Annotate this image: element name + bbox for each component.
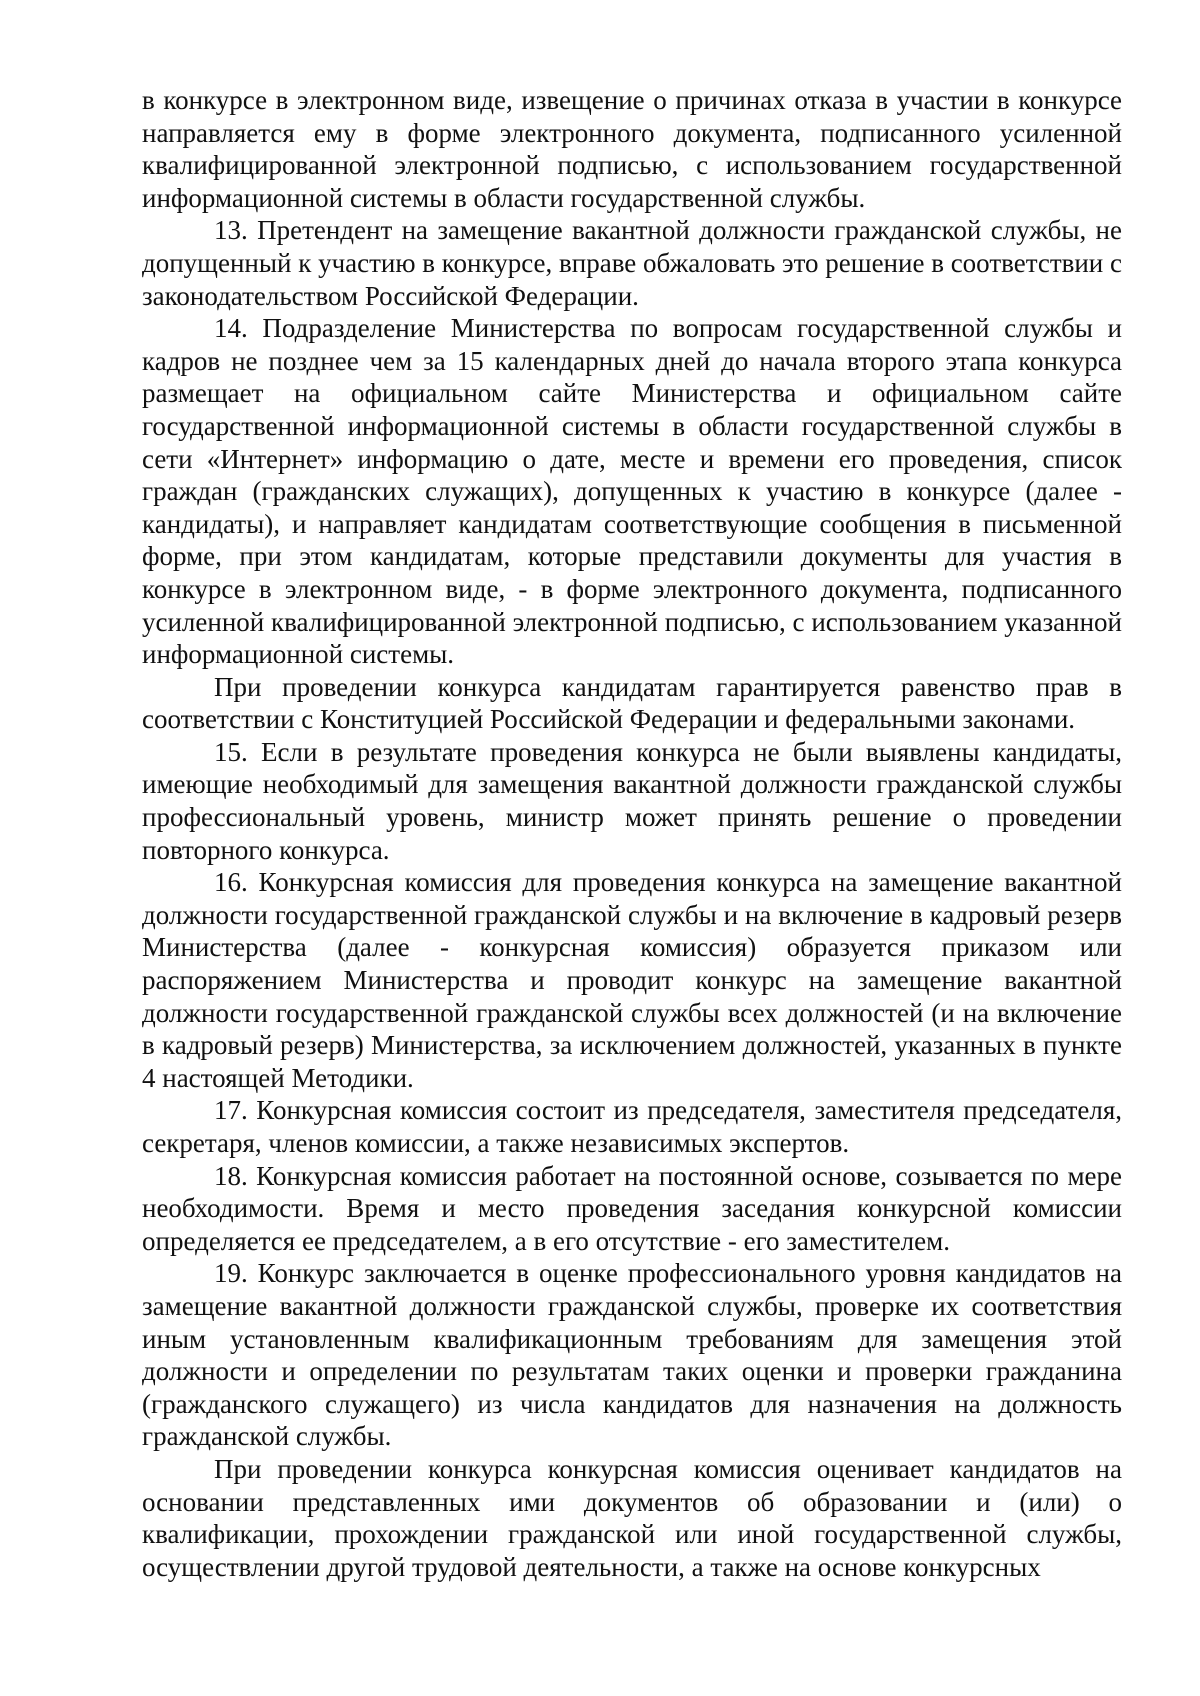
paragraph-18: 18. Конкурсная комиссия работает на постоянной основе, созывается по мере необходимости. Время и место проведения заседания конкурсной комиссии определяется ее председателем, а в его отсутствие - его заместителем. (142, 1160, 1122, 1256)
paragraph-14: 14. Подразделение Министерства по вопросам государственной службы и кадров не позднее чем за 15 календарных дней до начала второго этапа конкурса размещает на официальном сайте Министерства и официальном сайте государственной информационной системы в области государственной службы в сети «Интернет» информацию о дате, месте и времени его проведения, список граждан (гражданских служащих), допущенных к участию в конкурсе (далее - кандидаты), и направляет кандидатам соответствующие сообщения в письменной форме, при этом кандидатам, которые представили документы для участия в конкурсе в электронном виде, - в форме электронного документа, подписанного усиленной квалифицированной электронной подписью, с использованием указанной информационной системы. (142, 313, 1122, 670)
paragraph-19: 19. Конкурс заключается в оценке профессионального уровня кандидатов на замещение вакантной должности гражданской службы, проверке их соответствия иным установленным квалификационным требованиям для замещения этой должности и определении по результатам таких оценки и проверки гражданина (гражданского служащего) из числа кандидатов для назначения на должность гражданской службы. (142, 1258, 1122, 1452)
paragraph-13: 13. Претендент на замещение вакантной должности гражданской службы, не допущенный к участию в конкурсе, вправе обжаловать это решение в соответствии с законодательством Российской Федерации. (142, 215, 1122, 311)
paragraph-17: 17. Конкурсная комиссия состоит из председателя, заместителя председателя, секретаря, членов комиссии, а также независимых экспертов. (142, 1095, 1122, 1158)
paragraph-15: 15. Если в результате проведения конкурса не были выявлены кандидаты, имеющие необходимый для замещения вакантной должности гражданской службы профессиональный уровень, министр может принять решение о проведении повторного конкурса. (142, 736, 1122, 865)
paragraph-16: 16. Конкурсная комиссия для проведения конкурса на замещение вакантной должности государственной гражданской службы и на включение в кадровый резерв Министерства (далее - конкурсная комиссия) образуется приказом или распоряжением Министерства и проводит конкурс на замещение вакантной должности государственной гражданской службы всех должностей (и на включение в кадровый резерв) Министерства, за исключением должностей, указанных в пункте 4 настоящей Методики. (142, 867, 1122, 1093)
paragraph-evaluation: При проведении конкурса конкурсная комиссия оценивает кандидатов на основании представленных ими документов об образовании и (или) о квалификации, прохождении гражданской или иной государственной службы, осуществлении другой трудовой деятельности, а также на основе конкурсных (142, 1453, 1122, 1582)
document-body (142, 84, 1122, 1583)
paragraph-equal-rights: При проведении конкурса кандидатам гарантируется равенство прав в соответствии с Конституцией Российской Федерации и федеральными законами. (142, 671, 1122, 735)
paragraph-continuation: в конкурсе в электронном виде, извещение о причинах отказа в участии в конкурсе направляется ему в форме электронного документа, подписанного усиленной квалифицированной электронной подписью, с использованием государственной информационной системы в области государственной службы. (142, 85, 1122, 213)
